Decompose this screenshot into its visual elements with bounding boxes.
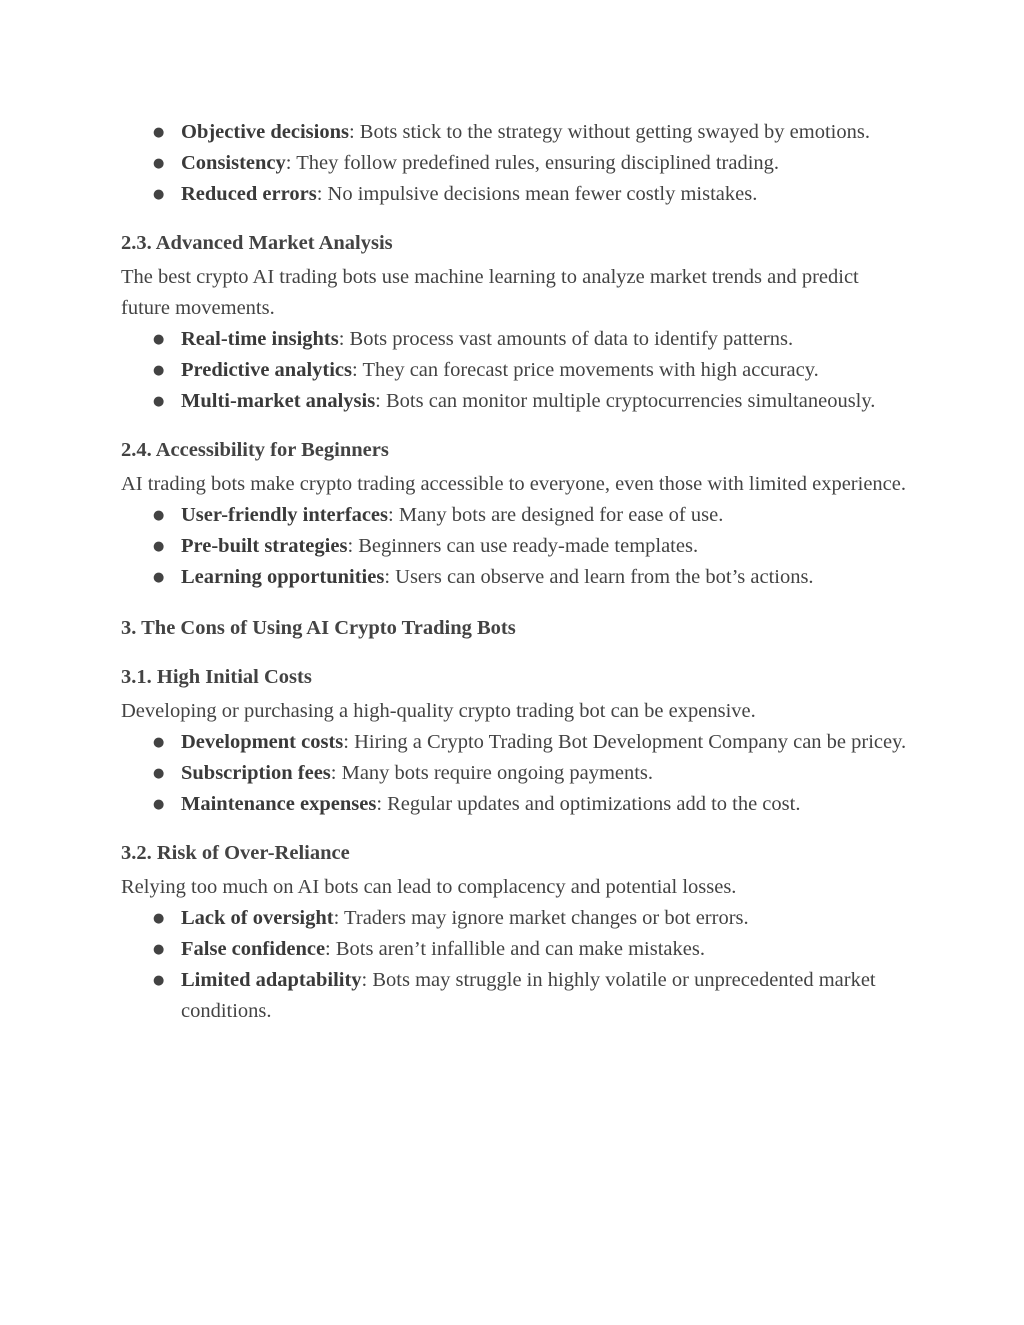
- item-term: Multi-market analysis: [181, 390, 376, 412]
- item-text: : Users can observe and learn from the bot’s actions.: [384, 566, 814, 588]
- bullet-list-3-1: [121, 727, 911, 820]
- item-term: Predictive analytics: [181, 359, 352, 381]
- item-term: Real-time insights: [181, 328, 339, 350]
- document-page: [121, 117, 911, 1027]
- list-item: [121, 324, 911, 355]
- section-heading-2-4: 2.4. Accessibility for Beginners: [121, 439, 389, 461]
- item-text: : Bots aren’t infallible and can make mistakes.: [325, 938, 705, 960]
- bullet-icon: ●: [153, 735, 165, 750]
- item-text: : Bots may struggle in highly volatile or unprecedented market conditions.: [181, 969, 876, 1022]
- list-item: [121, 179, 911, 210]
- bullet-icon: ●: [153, 797, 165, 812]
- item-text: : Bots process vast amounts of data to identify patterns.: [338, 328, 794, 350]
- item-term: Objective decisions: [181, 121, 349, 143]
- item-term: Consistency: [181, 152, 286, 174]
- list-item: [121, 117, 911, 148]
- item-text: : No impulsive decisions mean fewer costly mistakes.: [316, 183, 758, 205]
- bullet-icon: ●: [153, 363, 165, 378]
- item-text: : They can forecast price movements with high accuracy.: [352, 359, 819, 381]
- list-item: [121, 355, 911, 386]
- list-item: [121, 531, 911, 562]
- section-intro-2-4: AI trading bots make crypto trading accessible to everyone, even those with limited experience.: [121, 473, 906, 495]
- section-heading-3-1: 3.1. High Initial Costs: [121, 666, 312, 688]
- item-text: : Bots can monitor multiple cryptocurrencies simultaneously.: [375, 390, 876, 412]
- item-text: : Traders may ignore market changes or bot errors.: [333, 907, 749, 929]
- item-term: Reduced errors: [181, 183, 317, 205]
- list-item: [121, 965, 911, 1027]
- list-item: [121, 148, 911, 179]
- item-term: User-friendly interfaces: [181, 504, 389, 526]
- item-term: Limited adaptability: [181, 969, 362, 991]
- item-term: Learning opportunities: [181, 566, 385, 588]
- bullet-icon: ●: [153, 187, 165, 202]
- item-term: Development costs: [181, 731, 344, 753]
- item-term: Pre-built strategies: [181, 535, 348, 557]
- item-term: False confidence: [181, 938, 326, 960]
- item-text: : They follow predefined rules, ensuring disciplined trading.: [285, 152, 780, 174]
- bullet-list-2-4: [121, 500, 911, 593]
- section-heading-3-2: 3.2. Risk of Over-Reliance: [121, 842, 350, 864]
- list-item: [121, 386, 911, 417]
- item-term: Subscription fees: [181, 762, 331, 784]
- item-text: : Hiring a Crypto Trading Bot Development Company can be pricey.: [343, 731, 907, 753]
- list-item: [121, 500, 911, 531]
- bullet-list-2-3: [121, 324, 911, 417]
- list-item: [121, 934, 911, 965]
- bullet-list-benefits: [121, 117, 911, 210]
- bullet-icon: ●: [153, 911, 165, 926]
- bullet-icon: ●: [153, 766, 165, 781]
- item-text: : Bots stick to the strategy without getting swayed by emotions.: [348, 121, 870, 143]
- bullet-icon: ●: [153, 570, 165, 585]
- bullet-icon: ●: [153, 973, 165, 988]
- item-text: : Many bots require ongoing payments.: [330, 762, 654, 784]
- list-item: [121, 562, 911, 593]
- list-item: [121, 758, 911, 789]
- item-term: Maintenance expenses: [181, 793, 377, 815]
- bullet-icon: ●: [153, 508, 165, 523]
- section-intro-2-3: The best crypto AI trading bots use machine learning to analyze market trends and predict future movements.: [121, 266, 859, 319]
- bullet-icon: ●: [153, 332, 165, 347]
- item-term: Lack of oversight: [181, 907, 334, 929]
- section-heading-2-3: 2.3. Advanced Market Analysis: [121, 232, 393, 254]
- list-item: [121, 727, 911, 758]
- bullet-icon: ●: [153, 539, 165, 554]
- item-text: : Many bots are designed for ease of use.: [388, 504, 724, 526]
- section-intro-3-1: Developing or purchasing a high-quality crypto trading bot can be expensive.: [121, 700, 756, 722]
- bullet-icon: ●: [153, 394, 165, 409]
- bullet-icon: ●: [153, 942, 165, 957]
- bullet-icon: ●: [153, 125, 165, 140]
- list-item: [121, 903, 911, 934]
- item-text: : Regular updates and optimizations add to the cost.: [376, 793, 801, 815]
- item-text: : Beginners can use ready-made templates.: [347, 535, 699, 557]
- section-intro-3-2: Relying too much on AI bots can lead to complacency and potential losses.: [121, 876, 737, 898]
- bullet-list-3-2: [121, 903, 911, 1027]
- bullet-icon: ●: [153, 156, 165, 171]
- list-item: [121, 789, 911, 820]
- section-heading-3: 3. The Cons of Using AI Crypto Trading Bots: [121, 617, 516, 639]
